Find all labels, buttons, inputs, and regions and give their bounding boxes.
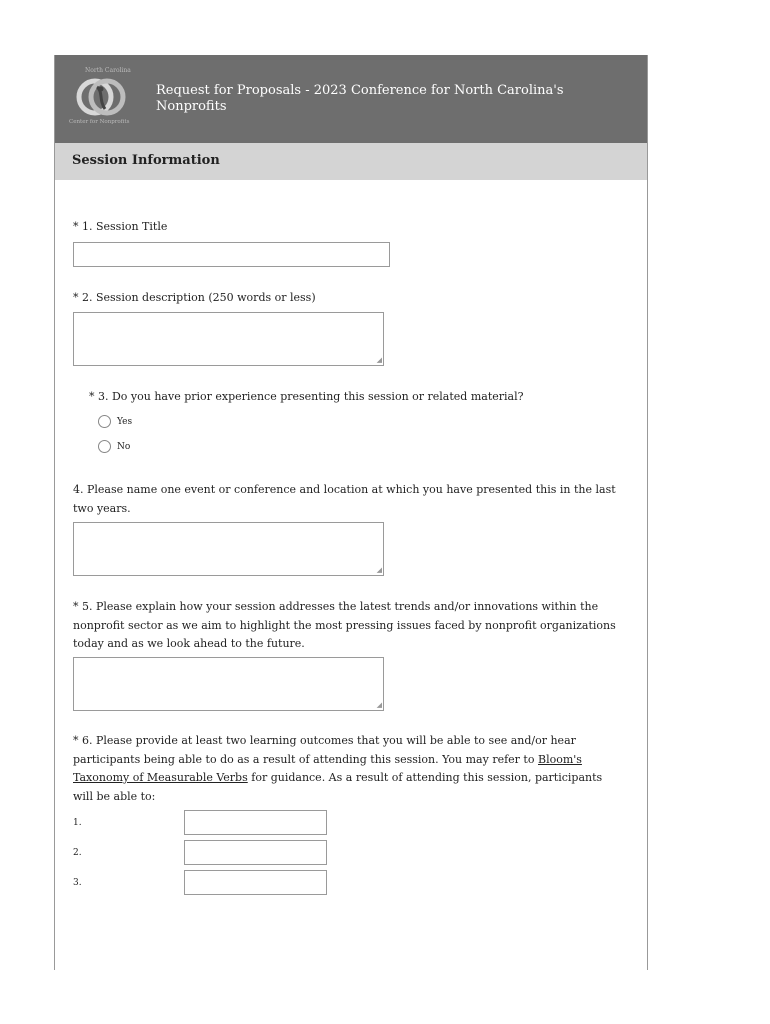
session-title-input[interactable]	[73, 242, 390, 267]
logo-circles-icon	[75, 75, 127, 119]
radio-no[interactable]	[98, 440, 111, 453]
q6-label-text-after: for guidance. As a result of attending this session, participants will be able to:	[73, 771, 603, 803]
outcome-3-label: 3.	[73, 878, 82, 888]
q2-label: * 2. Session description (250 words or less)	[73, 291, 316, 304]
outcome-1-input[interactable]	[184, 810, 327, 835]
section-title: Session Information	[72, 153, 220, 168]
prior-event-textarea[interactable]	[73, 522, 384, 576]
q5-label: * 5. Please explain how your session addresses the latest trends and/or innovations within the nonprofit sector as we aim to highlight the most pressing issues faced by nonprofit organizations today and as we look ahead to the future.	[73, 600, 616, 650]
session-description-textarea[interactable]	[73, 312, 384, 366]
q6-label-text: * 6. Please provide at least two learning outcomes that you will be able to see and/or hear participants being able to do as a result of attending this session. You may refer to	[73, 734, 576, 766]
radio-yes[interactable]	[98, 415, 111, 428]
radio-option-no[interactable]	[98, 440, 130, 453]
outcome-3-input[interactable]	[184, 870, 327, 895]
outcome-2-input[interactable]	[184, 840, 327, 865]
blooms-taxonomy-link[interactable]: Bloom's Taxonomy of Measurable Verbs	[73, 752, 582, 784]
q3-label: * 3. Do you have prior experience presenting this session or related material?	[89, 390, 524, 403]
radio-yes-label[interactable]: Yes	[117, 416, 133, 427]
q6-label	[73, 732, 618, 806]
resize-grip-icon[interactable]: ◢	[376, 701, 382, 709]
trends-textarea[interactable]	[73, 657, 384, 711]
logo-bottom-text: Center for Nonprofits	[69, 119, 130, 125]
logo-top-text: North Carolina	[85, 67, 131, 74]
resize-grip-icon[interactable]: ◢	[376, 356, 382, 364]
survey-frame	[54, 55, 648, 970]
section-header	[55, 143, 647, 180]
survey-header	[55, 55, 647, 143]
q1-label: * 1. Session Title	[73, 220, 168, 233]
org-logo	[69, 67, 147, 129]
radio-option-yes[interactable]	[98, 415, 132, 428]
outcome-2-label: 2.	[73, 848, 82, 858]
radio-no-label[interactable]: No	[117, 441, 131, 452]
survey-title: Request for Proposals - 2023 Conference for North Carolina's Nonprofits	[156, 83, 564, 114]
outcome-1-label: 1.	[73, 818, 82, 828]
resize-grip-icon[interactable]: ◢	[376, 566, 382, 574]
q4-label: 4. Please name one event or conference and location at which you have presented this in the last two years.	[73, 483, 616, 515]
